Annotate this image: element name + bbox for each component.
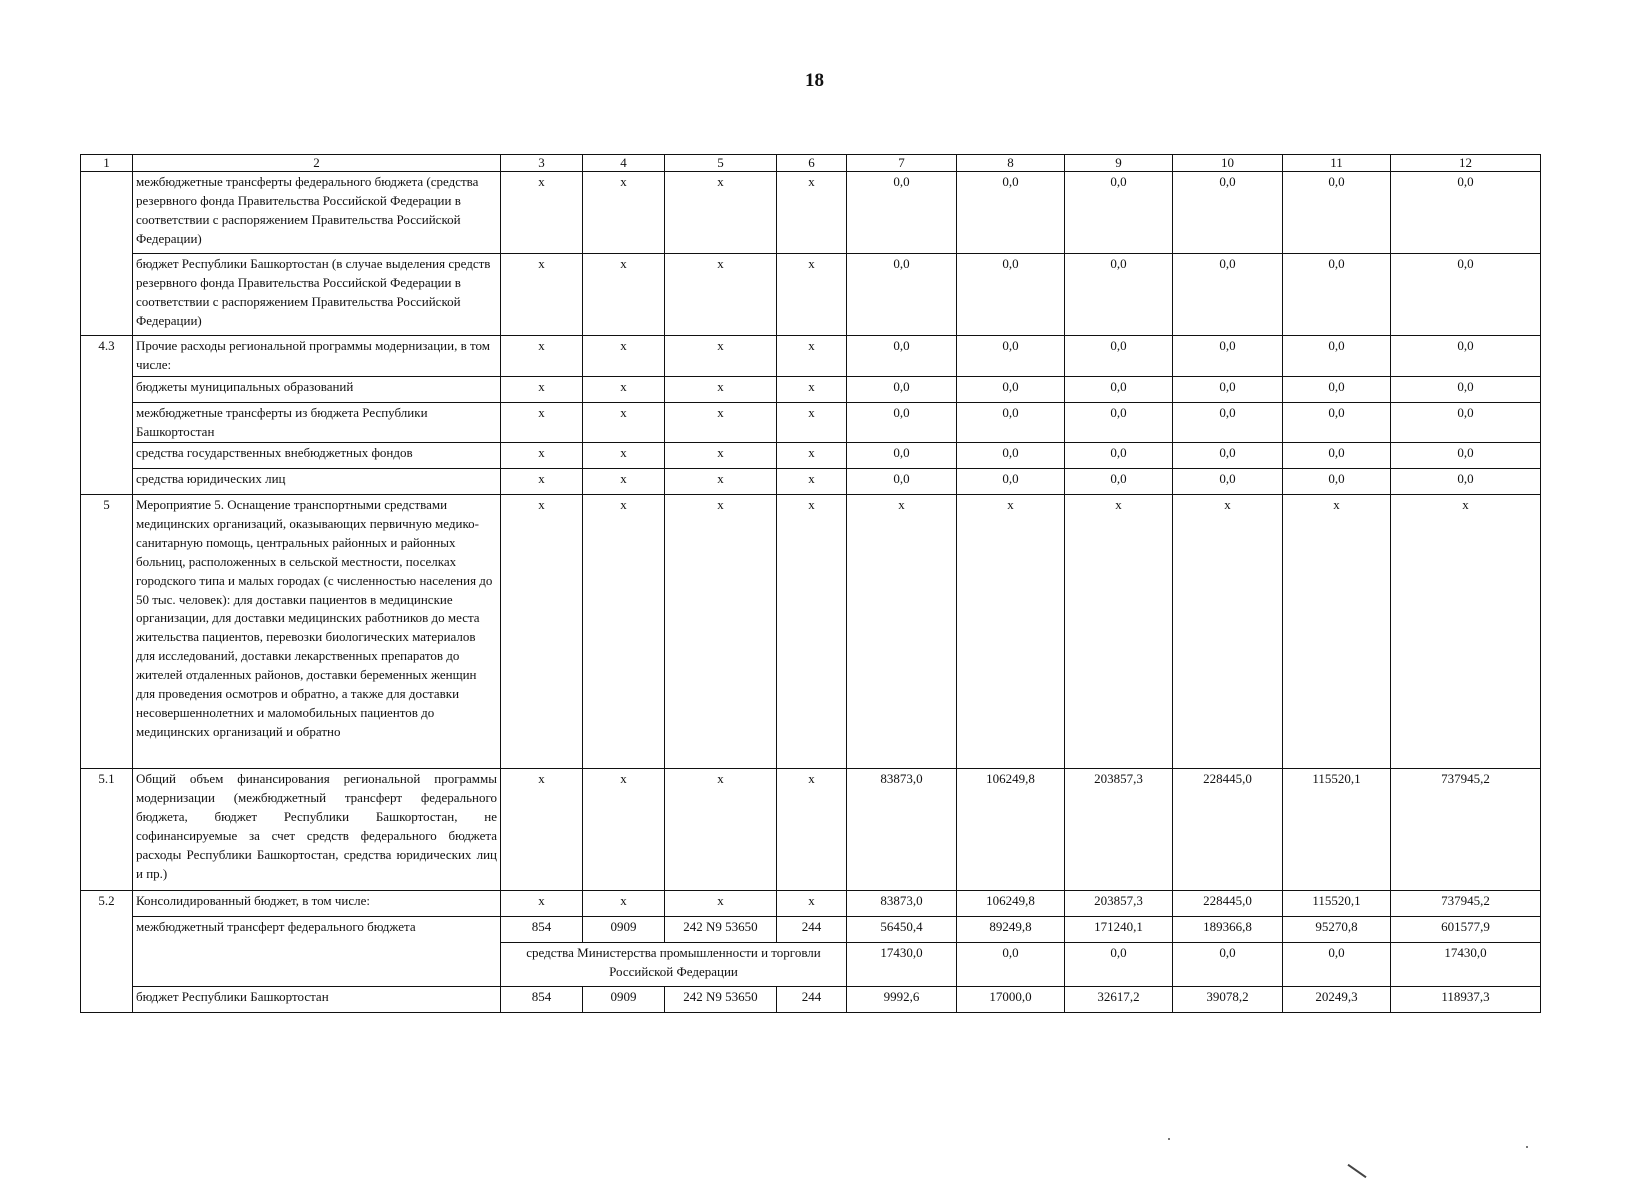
cell-col5: x: [665, 254, 777, 336]
cell-col4: x: [583, 443, 665, 469]
row-description: бюджет Республики Башкортостан: [133, 987, 501, 1013]
cell-col3: x: [501, 769, 583, 891]
cell-col7: 0,0: [847, 469, 957, 495]
cell-col10: 0,0: [1173, 402, 1283, 443]
row-description: межбюджетные трансферты федерального бюджета (средства резервного фонда Правительства Российской Федерации в соответствии с распоряжением Правительства Российской Федерации): [133, 172, 501, 254]
row-description: Общий объем финансирования региональной программы модернизации (межбюджетный трансферт федерального бюджета, бюджет Республики Башкортостан, не софинансируемые за счет средств федерального бюджета расходы Республики Башкортостан, средства юридических лиц и пр.): [133, 769, 501, 891]
cell-col10: 0,0: [1173, 376, 1283, 402]
cell-col7: 0,0: [847, 402, 957, 443]
cell-col6: 244: [777, 917, 847, 943]
column-number: 7: [847, 155, 957, 172]
table-row: [81, 336, 1541, 377]
row-description: средства юридических лиц: [133, 469, 501, 495]
cell-col10: 0,0: [1173, 443, 1283, 469]
column-number: 2: [133, 155, 501, 172]
cell-col5: x: [665, 443, 777, 469]
table-row: [81, 376, 1541, 402]
cell-col8: 0,0: [957, 172, 1065, 254]
cell-col6: x: [777, 495, 847, 769]
cell-col10: x: [1173, 495, 1283, 769]
cell-col6: x: [777, 254, 847, 336]
scan-artifact-dot: [1526, 1146, 1528, 1148]
cell-col3: x: [501, 469, 583, 495]
scan-artifact-dot: [1168, 1138, 1170, 1140]
cell-col10: 228445,0: [1173, 769, 1283, 891]
cell-col12: 0,0: [1391, 172, 1541, 254]
row-number-cell: 5.2: [81, 891, 133, 1013]
table-row: [81, 891, 1541, 917]
cell-col11: 0,0: [1283, 469, 1391, 495]
cell-col5: x: [665, 891, 777, 917]
table-row: [81, 443, 1541, 469]
cell-col7: 17430,0: [847, 943, 957, 987]
cell-col10: 0,0: [1173, 172, 1283, 254]
cell-col12: 0,0: [1391, 254, 1541, 336]
cell-col10: 0,0: [1173, 943, 1283, 987]
cell-col11: 0,0: [1283, 943, 1391, 987]
cell-col8: 106249,8: [957, 769, 1065, 891]
cell-col9: 0,0: [1065, 469, 1173, 495]
cell-col12: x: [1391, 495, 1541, 769]
cell-col4: x: [583, 376, 665, 402]
column-number: 9: [1065, 155, 1173, 172]
scan-artifact-mark: [1347, 1164, 1366, 1178]
cell-col8: 0,0: [957, 943, 1065, 987]
cell-col4: x: [583, 402, 665, 443]
cell-col8: 0,0: [957, 376, 1065, 402]
cell-col6: x: [777, 402, 847, 443]
cell-col11: 0,0: [1283, 376, 1391, 402]
cell-col4: x: [583, 891, 665, 917]
cell-col4: x: [583, 172, 665, 254]
cell-col8: 106249,8: [957, 891, 1065, 917]
cell-col9: 0,0: [1065, 402, 1173, 443]
cell-col10: 0,0: [1173, 336, 1283, 377]
cell-col5: x: [665, 402, 777, 443]
cell-col6: x: [777, 469, 847, 495]
cell-col3: x: [501, 495, 583, 769]
cell-col10: 189366,8: [1173, 917, 1283, 943]
cell-col6: 244: [777, 987, 847, 1013]
cell-col12: 0,0: [1391, 376, 1541, 402]
column-number: 11: [1283, 155, 1391, 172]
cell-col9: 0,0: [1065, 336, 1173, 377]
row-description: бюджет Республики Башкортостан (в случае выделения средств резервного фонда Правительства Российской Федерации в соответствии с распоряжением Правительства Российской Федерации): [133, 254, 501, 336]
cell-col10: 39078,2: [1173, 987, 1283, 1013]
cell-col4: x: [583, 254, 665, 336]
cell-col11: 115520,1: [1283, 891, 1391, 917]
cell-col3: x: [501, 336, 583, 377]
cell-col3: x: [501, 376, 583, 402]
table-row: [81, 402, 1541, 443]
cell-col5: x: [665, 495, 777, 769]
table-row: [81, 769, 1541, 891]
table-row: [81, 172, 1541, 254]
row-description: Консолидированный бюджет, в том числе:: [133, 891, 501, 917]
cell-col7: 83873,0: [847, 769, 957, 891]
cell-col11: 0,0: [1283, 336, 1391, 377]
row-description: бюджеты муниципальных образований: [133, 376, 501, 402]
row-number-cell: [81, 172, 133, 336]
cell-col9: 171240,1: [1065, 917, 1173, 943]
column-number: 12: [1391, 155, 1541, 172]
cell-col9: 203857,3: [1065, 769, 1173, 891]
cell-col9: 0,0: [1065, 254, 1173, 336]
row-number-cell: 5: [81, 495, 133, 769]
cell-col12: 17430,0: [1391, 943, 1541, 987]
cell-col3: 854: [501, 917, 583, 943]
cell-col3: x: [501, 402, 583, 443]
cell-col7: 0,0: [847, 254, 957, 336]
cell-col11: 115520,1: [1283, 769, 1391, 891]
merged-funding-source-cell: средства Министерства промышленности и торговли Российской Федерации: [501, 943, 847, 987]
cell-col8: x: [957, 495, 1065, 769]
cell-col10: 0,0: [1173, 469, 1283, 495]
cell-col7: 83873,0: [847, 891, 957, 917]
cell-col4: 0909: [583, 917, 665, 943]
cell-col3: x: [501, 254, 583, 336]
cell-col6: x: [777, 769, 847, 891]
cell-col9: 0,0: [1065, 172, 1173, 254]
cell-col9: 32617,2: [1065, 987, 1173, 1013]
cell-col7: x: [847, 495, 957, 769]
cell-col8: 0,0: [957, 402, 1065, 443]
cell-col7: 0,0: [847, 376, 957, 402]
cell-col6: x: [777, 336, 847, 377]
page-number: 18: [805, 70, 824, 91]
cell-col9: 0,0: [1065, 376, 1173, 402]
cell-col10: 228445,0: [1173, 891, 1283, 917]
cell-col4: x: [583, 469, 665, 495]
cell-col11: 0,0: [1283, 402, 1391, 443]
cell-col11: 95270,8: [1283, 917, 1391, 943]
column-number: 8: [957, 155, 1065, 172]
column-number: 10: [1173, 155, 1283, 172]
cell-col9: 0,0: [1065, 443, 1173, 469]
row-description: Прочие расходы региональной программы модернизации, в том числе:: [133, 336, 501, 377]
cell-col4: x: [583, 336, 665, 377]
column-number: 4: [583, 155, 665, 172]
cell-col6: x: [777, 376, 847, 402]
table-row: [81, 987, 1541, 1013]
cell-col8: 89249,8: [957, 917, 1065, 943]
cell-col8: 17000,0: [957, 987, 1065, 1013]
row-description: межбюджетный трансферт федерального бюджета: [133, 917, 501, 987]
cell-col7: 9992,6: [847, 987, 957, 1013]
column-number: 1: [81, 155, 133, 172]
cell-col7: 0,0: [847, 336, 957, 377]
cell-col7: 0,0: [847, 443, 957, 469]
cell-col9: 203857,3: [1065, 891, 1173, 917]
cell-col5: x: [665, 769, 777, 891]
cell-col11: x: [1283, 495, 1391, 769]
column-number: 5: [665, 155, 777, 172]
cell-col3: 854: [501, 987, 583, 1013]
cell-col4: x: [583, 495, 665, 769]
cell-col5: x: [665, 336, 777, 377]
column-number: 3: [501, 155, 583, 172]
column-number-row: [81, 155, 1541, 172]
cell-col12: 0,0: [1391, 469, 1541, 495]
cell-col12: 0,0: [1391, 443, 1541, 469]
cell-col12: 737945,2: [1391, 891, 1541, 917]
cell-col8: 0,0: [957, 443, 1065, 469]
cell-col6: x: [777, 443, 847, 469]
cell-col12: 118937,3: [1391, 987, 1541, 1013]
cell-col8: 0,0: [957, 254, 1065, 336]
cell-col5: 242 N9 53650: [665, 917, 777, 943]
table-row: [81, 469, 1541, 495]
cell-col7: 0,0: [847, 172, 957, 254]
cell-col8: 0,0: [957, 336, 1065, 377]
cell-col10: 0,0: [1173, 254, 1283, 336]
cell-col12: 0,0: [1391, 402, 1541, 443]
budget-table: [80, 154, 1541, 1013]
table-row: [81, 254, 1541, 336]
cell-col6: x: [777, 172, 847, 254]
cell-col9: 0,0: [1065, 943, 1173, 987]
cell-col11: 20249,3: [1283, 987, 1391, 1013]
row-number-cell: 4.3: [81, 336, 133, 495]
cell-col4: 0909: [583, 987, 665, 1013]
row-description: Мероприятие 5. Оснащение транспортными средствами медицинских организаций, оказывающих первичную медико-санитарную помощь, центральных районных и районных больниц, расположенных в сельской местности, поселках городского типа и малых городах (с численностью населения до 50 тыс. человек): для доставки пациентов в медицинские организации, для доставки медицинских работников до места жительства пациентов, перевозки биологических материалов для исследований, доставки лекарственных препаратов до жителей отдаленных районов, доставки беременных женщин для проведения осмотров и обратно, а также для доставки несовершеннолетних и маломобильных пациентов до медицинских организаций и обратно: [133, 495, 501, 769]
cell-col12: 737945,2: [1391, 769, 1541, 891]
column-number: 6: [777, 155, 847, 172]
table-row: [81, 495, 1541, 769]
cell-col11: 0,0: [1283, 172, 1391, 254]
cell-col7: 56450,4: [847, 917, 957, 943]
cell-col5: x: [665, 172, 777, 254]
cell-col6: x: [777, 891, 847, 917]
cell-col8: 0,0: [957, 469, 1065, 495]
cell-col9: x: [1065, 495, 1173, 769]
table-row: [81, 917, 1541, 943]
cell-col5: x: [665, 376, 777, 402]
cell-col11: 0,0: [1283, 443, 1391, 469]
cell-col3: x: [501, 172, 583, 254]
cell-col4: x: [583, 769, 665, 891]
row-number-cell: 5.1: [81, 769, 133, 891]
cell-col3: x: [501, 443, 583, 469]
cell-col5: x: [665, 469, 777, 495]
cell-col12: 601577,9: [1391, 917, 1541, 943]
row-description: средства государственных внебюджетных фондов: [133, 443, 501, 469]
cell-col5: 242 N9 53650: [665, 987, 777, 1013]
cell-col12: 0,0: [1391, 336, 1541, 377]
cell-col3: x: [501, 891, 583, 917]
row-description: межбюджетные трансферты из бюджета Республики Башкортостан: [133, 402, 501, 443]
cell-col11: 0,0: [1283, 254, 1391, 336]
